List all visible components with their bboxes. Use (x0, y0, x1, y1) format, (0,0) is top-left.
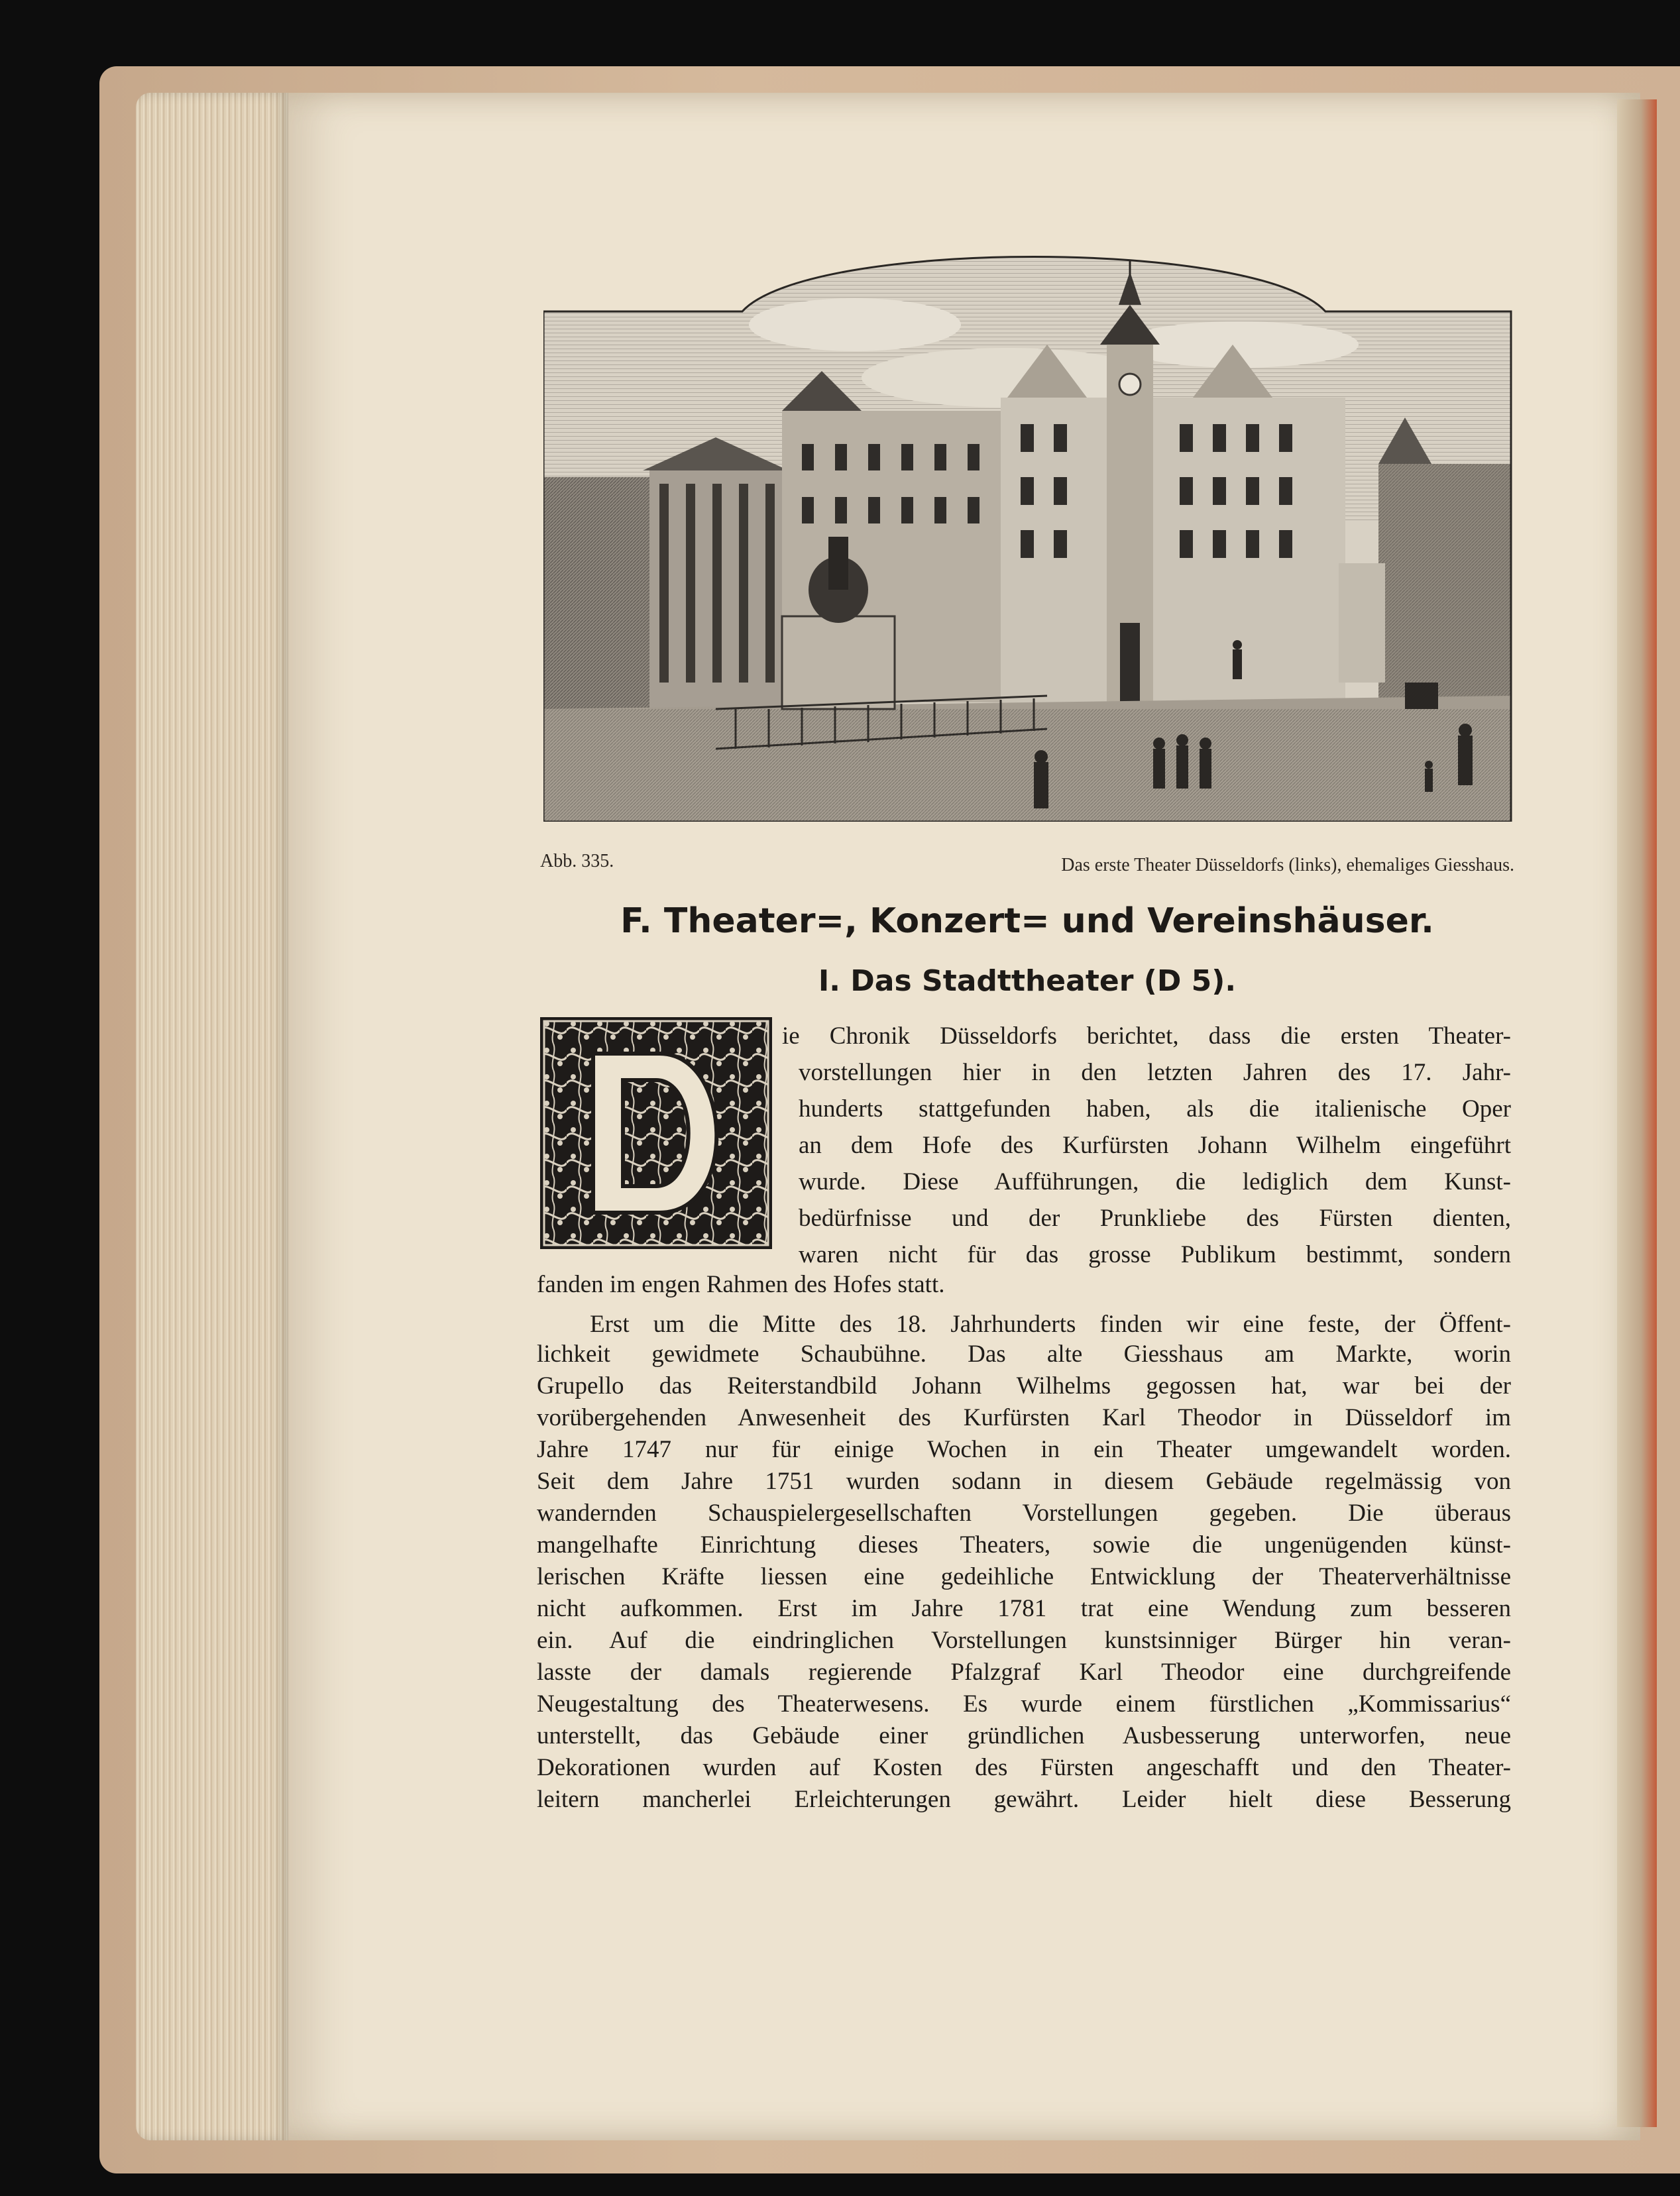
drop-cap-d-icon (540, 1017, 772, 1249)
text-line: vorübergehenden Anwesenheit des Kurfürsten Karl Theodor in Düsseldorf im (537, 1404, 1511, 1431)
text-line: fanden im engen Rahmen des Hofes statt. (537, 1271, 945, 1298)
book-gutter (1617, 99, 1657, 2127)
text-line: lerischen Kräfte liessen eine gedeihliche Entwicklung der Theaterverhältnisse (537, 1563, 1511, 1590)
text-line: an dem Hofe des Kurfürsten Johann Wilhelm eingeführt (799, 1132, 1511, 1159)
market-square-engraving (543, 245, 1524, 822)
text-line: wurde. Diese Aufführungen, die lediglich dem Kunst- (799, 1168, 1511, 1195)
text-line: Seit dem Jahre 1751 wurden sodann in diesem Gebäude regelmässig von (537, 1468, 1511, 1495)
text-line: Dekorationen wurden auf Kosten des Fürsten angeschafft und den Theater- (537, 1754, 1511, 1781)
text-line: nicht aufkommen. Erst im Jahre 1781 trat eine Wendung zum besseren (537, 1595, 1511, 1622)
text-line: ie Chronik Düsseldorfs berichtet, dass die ersten Theater- (782, 1022, 1511, 1050)
page-edges (136, 93, 288, 2140)
text-line: bedürfnisse und der Prunkliebe des Fürsten dienten, (799, 1205, 1511, 1232)
text-line: hunderts stattgefunden haben, als die italienische Oper (799, 1095, 1511, 1123)
text-line: Jahre 1747 nur für einige Wochen in ein Theater umgewandelt worden. (537, 1436, 1511, 1463)
text-line: vorstellungen hier in den letzten Jahren des 17. Jahr- (799, 1059, 1511, 1086)
text-line: lasste der damals regierende Pfalzgraf Karl Theodor eine durchgreifende (537, 1659, 1511, 1686)
text-line: leitern mancherlei Erleichterungen gewährt. Leider hielt diese Besserung (537, 1786, 1511, 1813)
subsection-title: I. Das Stadttheater (D 5). (818, 964, 1237, 998)
section-title: F. Theater=, Konzert= und Vereinshäuser. (620, 901, 1434, 941)
ornamental-drop-cap (540, 1017, 772, 1249)
figure-number: Abb. 335. (540, 851, 614, 871)
text-line: wandernden Schauspielergesellschaften Vorstellungen gegeben. Die überaus (537, 1500, 1511, 1527)
text-line: Neugestaltung des Theaterwesens. Es wurde einem fürstlichen „Kommissarius“ (537, 1690, 1511, 1718)
text-line: mangelhafte Einrichtung dieses Theaters, sowie die ungenügenden künst- (537, 1531, 1511, 1559)
text-line: Grupello das Reiterstandbild Johann Wilhelms gegossen hat, war bei der (537, 1372, 1511, 1400)
engraving-illustration (543, 245, 1524, 822)
text-line: Erst um die Mitte des 18. Jahrhunderts finden wir eine feste, der Öffent- (590, 1311, 1511, 1338)
text-line: lichkeit gewidmete Schaubühne. Das alte Giesshaus am Markte, worin (537, 1341, 1511, 1368)
figure-caption (540, 851, 1514, 877)
text-line: unterstellt, das Gebäude einer gründlichen Ausbesserung unterworfen, neue (537, 1722, 1511, 1749)
text-line: waren nicht für das grosse Publikum bestimmt, sondern (799, 1241, 1511, 1268)
figure-caption-text: Das erste Theater Düsseldorfs (links), ehemaliges Giesshaus. (1061, 855, 1514, 875)
text-line: ein. Auf die eindringlichen Vorstellungen kunstsinniger Bürger hin veran- (537, 1627, 1511, 1654)
